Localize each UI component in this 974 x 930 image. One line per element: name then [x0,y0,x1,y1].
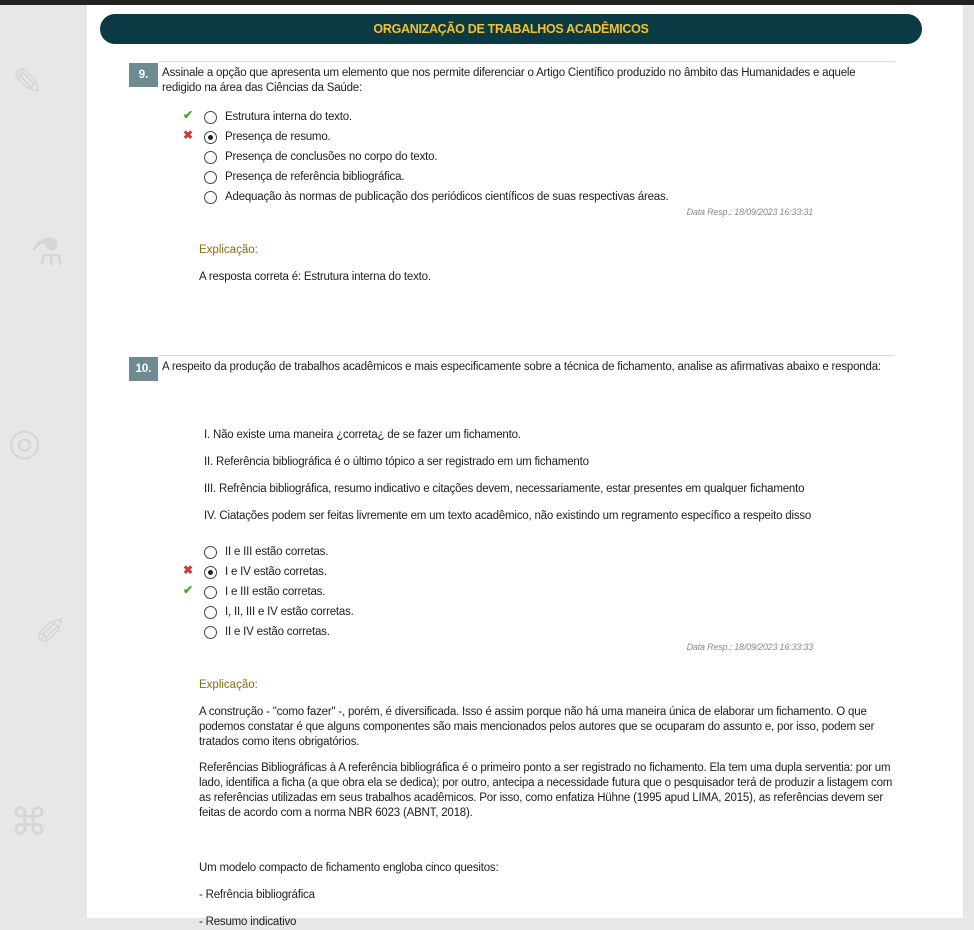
explanation-paragraph: Um modelo compacto de fichamento engloba cinco quesitos: [199,862,499,874]
question-number-badge: 9. [129,63,158,87]
response-date: Data Resp.: 18/09/2023 16:33:33 [686,642,813,652]
question-divider [159,61,895,62]
answer-option[interactable] [204,168,404,186]
radio-button[interactable] [204,171,217,184]
radio-button[interactable] [204,606,217,619]
wrong-cross-icon: ✖ [183,128,194,142]
option-label: I e IV estão corretas. [225,566,327,578]
radio-button[interactable] [204,191,217,204]
answer-option[interactable] [204,148,437,166]
option-label: II e IV estão corretas. [225,626,330,638]
wrong-cross-icon: ✖ [183,563,194,577]
radio-button-selected[interactable] [204,566,217,579]
explanation-list-item: - Resumo indicativo [199,916,297,928]
quiz-page [87,5,963,928]
option-label: Presença de resumo. [225,131,331,143]
option-label: Presença de referência bibliográfica. [225,171,405,183]
explanation-list-item: - Refrência bibliográfica [199,889,315,901]
question-10 [129,355,895,928]
question-9 [129,61,895,301]
answer-option[interactable] [204,188,669,206]
question-text: A respeito da produção de trabalhos acadêmicos e mais especificamente sobre a técnica de fichamento, analise as afirmativas abaixo e responda: [162,361,881,373]
question-number-badge: 10. [129,357,158,381]
radio-button[interactable] [204,586,217,599]
option-label: II e III estão corretas. [225,546,329,558]
page-title-banner: ORGANIZAÇÃO DE TRABALHOS ACADÊMICOS [100,14,922,44]
statement-item: II. Referência bibliográfica é o último tópico a ser registrado em um fichamento [204,456,589,468]
answer-option[interactable] [204,583,325,601]
radio-button[interactable] [204,151,217,164]
explanation-text: A resposta correta é: Estrutura interna do texto. [199,271,431,283]
answer-option[interactable] [204,128,331,146]
answer-option[interactable] [204,603,354,621]
option-label: I, II, III e IV estão corretas. [225,606,354,618]
correct-check-icon: ✔ [183,583,194,597]
answer-option[interactable] [204,108,352,126]
correct-check-icon: ✔ [183,108,194,122]
radio-button[interactable] [204,546,217,559]
explanation-label: Explicação: [199,679,258,691]
book-doodle-icon: ✎ [12,60,44,104]
explanation-label: Explicação: [199,244,258,256]
option-label: Presença de conclusões no corpo do texto. [225,151,438,163]
option-label: Adequação às normas de publicação dos periódicos científicos de suas respectivas áreas. [225,191,669,203]
answer-option[interactable] [204,623,330,641]
explanation-paragraph: Referências Bibliográficas à A referência bibliográfica é o primeiro ponto a ser registrado no fichamento. Ela tem uma dupla serventia: por um lado, identifica a ficha (a que obra ela se dedica); por outro, antecipa a necessidade futura que o pesquisador terá de produzir a listagem com as referências utilizadas em seus trabalhos acadêmicos. Por isso, como enfatiza Hühne (1995 apud LIMA, 2015), as referências devem ser feitas de acordo com a norma NBR 6023 (ABNT, 2018). [199,762,893,819]
statement-item: I. Não existe uma maneira ¿correta¿ de se fazer um fichamento. [204,429,521,441]
radio-button[interactable] [204,111,217,124]
question-divider [159,355,895,356]
pencil-doodle-icon: ✐ [35,610,67,654]
radio-button-selected[interactable] [204,131,217,144]
statement-item: IV. Ciatações podem ser feitas livremente em um texto acadêmico, não existindo um regramento específico a respeito disso [204,510,812,522]
response-date: Data Resp.: 18/09/2023 16:33:31 [686,207,813,217]
globe-doodle-icon: ◎ [8,420,42,464]
answer-option[interactable] [204,543,328,561]
statement-item: III. Refrência bibliográfica, resumo indicativo e citações devem, necessariamente, estar presentes em qualquer fichamento [204,483,805,495]
flask-doodle-icon: ⚗ [30,230,65,274]
question-text: Assinale a opção que apresenta um elemento que nos permite diferenciar o Artigo Científico produzido no âmbito das Humanidades e aquele redigido na área das Ciências da Saúde: [162,67,856,94]
book-doodle-icon: ⌘ [10,800,48,844]
answer-option[interactable] [204,563,327,581]
option-label: Estrutura interna do texto. [225,111,352,123]
option-label: I e III estão corretas. [225,586,326,598]
radio-button[interactable] [204,626,217,639]
explanation-paragraph: A construção - "como fazer" -, porém, é diversificada. Isso é assim porque não há uma maneira única de elaborar um fichamento. O que podemos constatar é que alguns componentes são mais mencionados pelos autores que se ocuparam do assunto e, por isso, podem ser tratados como itens obrigatórios. [199,706,875,748]
